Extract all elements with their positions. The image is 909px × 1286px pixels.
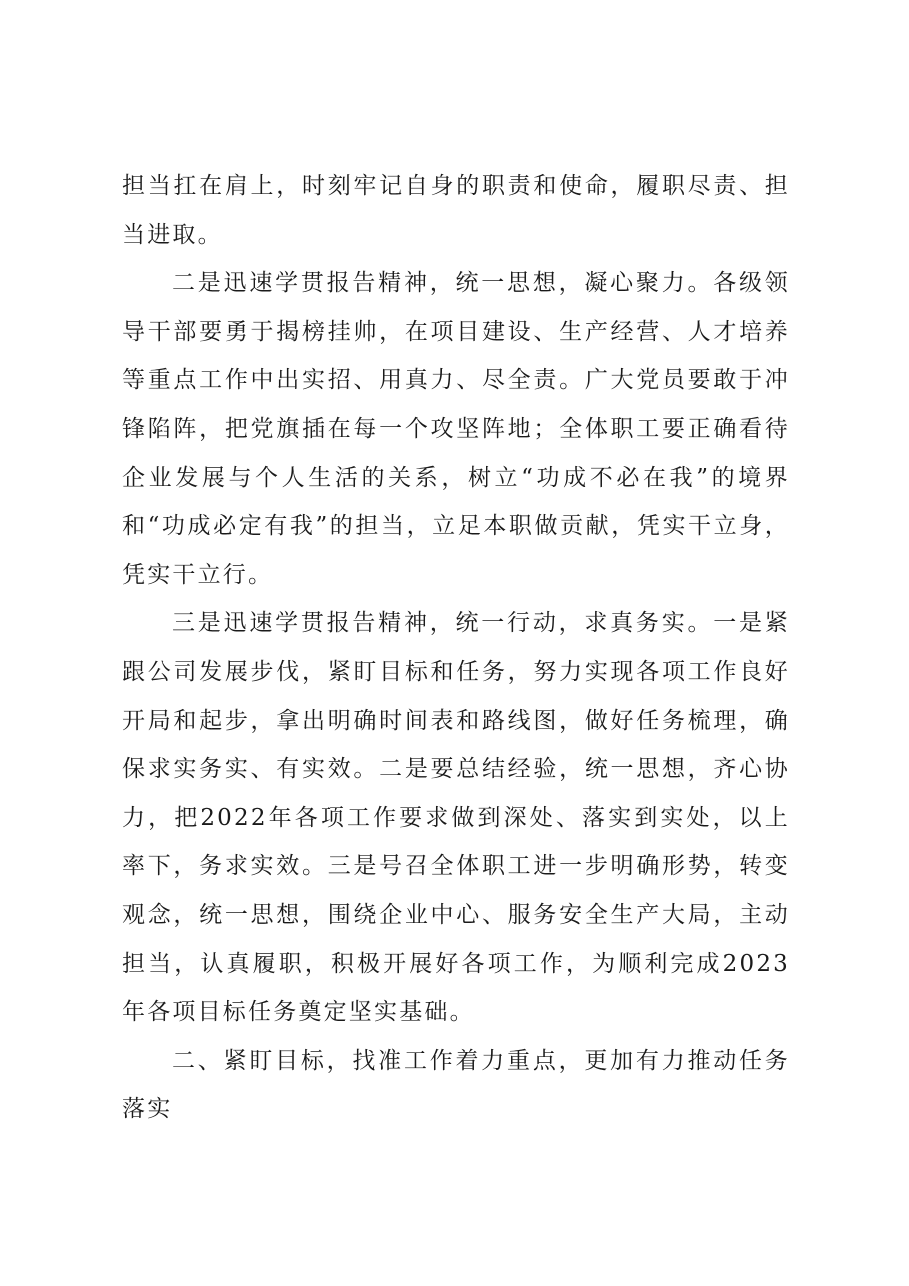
paragraph-unify-action: 三是迅速学贯报告精神，统一行动，求真务实。一是紧跟公司发展步伐，紧盯目标和任务，努力实现各项工作良好开局和起步，拿出明确时间表和路线图，做好任务梳理，确保求实务实、有实效。二是要总结经验，统一思想，齐心协力，把2022年各项工作要求做到深处、落实到实处，以上率下，务求实效。三是号召全体职工进一步明确形势，转变观念，统一思想，围绕企业中心、服务安全生产大局，主动担当，认真履职，积极开展好各项工作，为顺利完成2023年各项目标任务奠定坚实基础。 — [122, 610, 790, 1026]
document-body — [122, 162, 790, 1134]
paragraph-continuation: 担当扛在肩上，时刻牢记自身的职责和使命，履职尽责、担当进取。 — [122, 173, 790, 248]
section-heading-two: 二、紧盯目标，找准工作着力重点，更加有力推动任务落实 — [122, 1047, 790, 1123]
paragraph-unify-thinking: 二是迅速学贯报告精神，统一思想，凝心聚力。各级领导干部要勇于揭榜挂帅，在项目建设、生产经营、人才培养等重点工作中出实招、用真力、尽全责。广大党员要敢于冲锋陷阵，把党旗插在每一个攻坚阵地；全体职工要正确看待企业发展与个人生活的关系，树立“功成不必在我”的境界和“功成必定有我”的担当，立足本职做贡献，凭实干立身，凭实干立行。 — [122, 270, 790, 588]
